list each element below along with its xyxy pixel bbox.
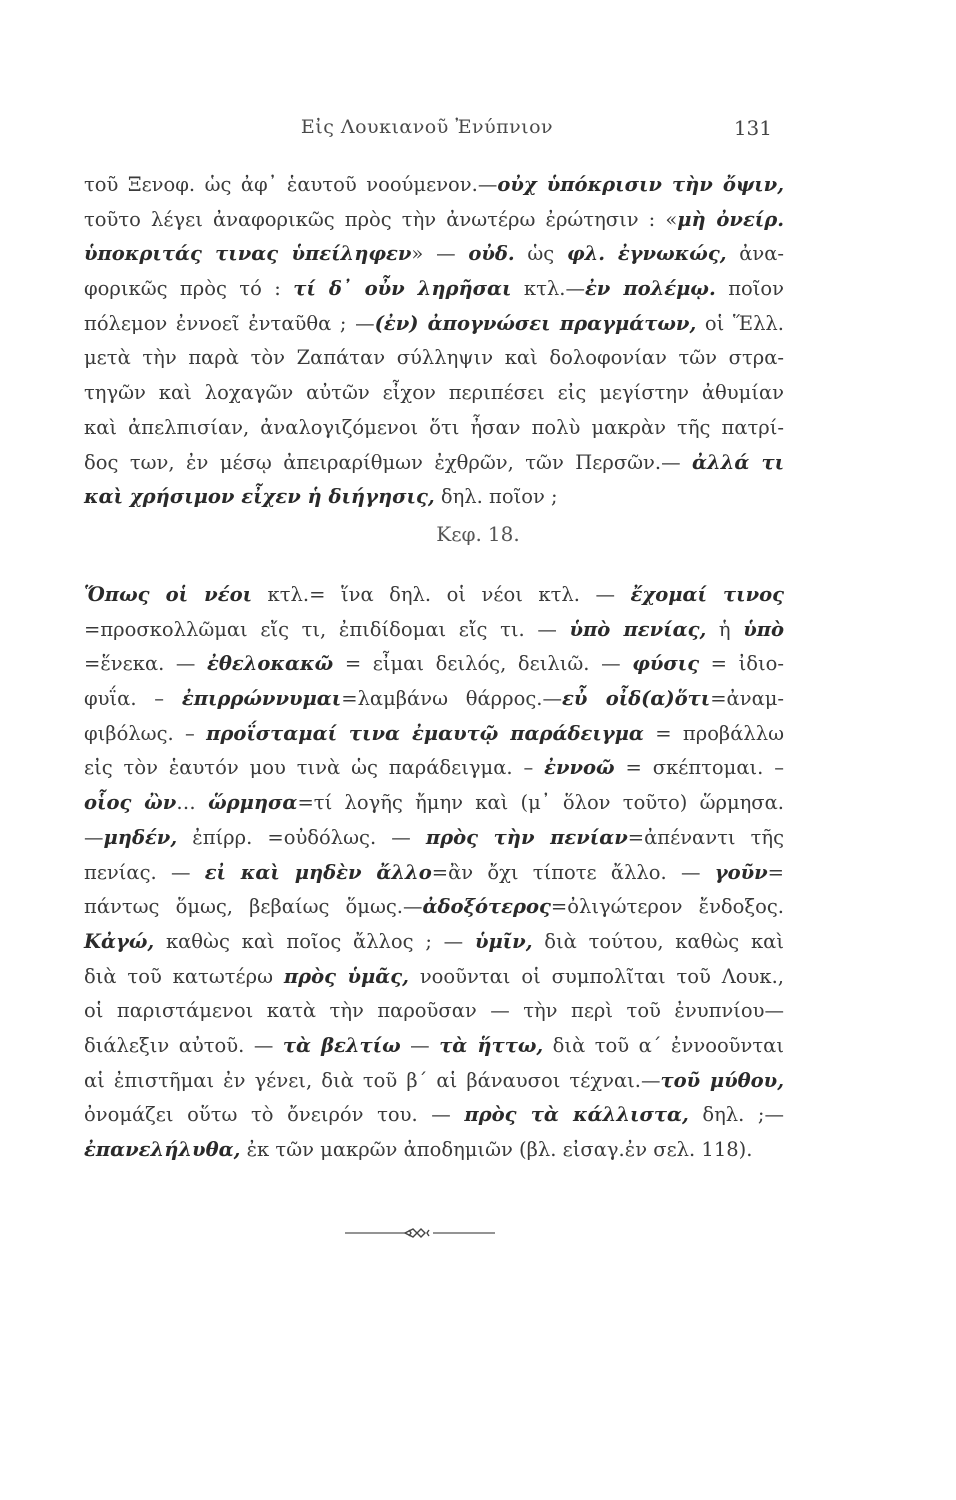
gloss-text: … xyxy=(176,791,209,815)
lemma-text: (ἐν) ἀπογνώσει πραγμάτων, xyxy=(374,311,697,335)
lemma-text: φύσις xyxy=(632,652,700,676)
gloss-text: κτλ.= ἵνα δηλ. οἱ νέοι κτλ. — xyxy=(252,583,631,606)
lemma-text: μὴ ὀνείρ. xyxy=(677,207,784,231)
text-line xyxy=(84,1098,784,1133)
gloss-text: ὀνομάζει οὕτω τὸ ὄνειρόν του. — xyxy=(84,1103,465,1127)
gloss-text: = ἰδιο- xyxy=(699,652,784,676)
gloss-text: = xyxy=(767,860,784,884)
gloss-text: αἱ ἐπιστῆμαι ἐν γένει, διὰ τοῦ β´ αἱ βάναυσοι τέχναι.— xyxy=(84,1068,661,1092)
lemma-text: πρὸς τὴν πενίαν xyxy=(425,825,628,849)
gloss-text: οἱ παριστάμενοι κατὰ τὴν παροῦσαν — τὴν περὶ τοῦ ἐνυπνίου— xyxy=(84,999,784,1023)
gloss-text: =τί λογῆς ἤμην καὶ (μ᾽ ὅλον τοῦτο) ὥρμησα. xyxy=(297,791,784,815)
text-line xyxy=(84,613,784,648)
text-line xyxy=(84,994,784,1029)
gloss-text: = εἶμαι δειλός, δειλιῶ. — xyxy=(333,652,633,676)
lemma-text: πρὸς ὑμᾶς, xyxy=(283,964,409,988)
gloss-text: νοοῦνται οἱ συμπολῖται τοῦ Λουκ., xyxy=(408,964,784,988)
text-line xyxy=(84,446,784,481)
lemma-text: ἐν πολέμῳ. xyxy=(584,277,716,301)
lemma-text: ἐπανελήλυθα, xyxy=(84,1138,241,1161)
lemma-text: ἀδοξότερος xyxy=(422,895,551,919)
ornament-divider xyxy=(345,1227,495,1239)
lemma-text: καὶ χρήσιμον εἶχεν ἡ διήγησις, xyxy=(84,485,435,509)
text-line xyxy=(84,1133,784,1168)
text-line xyxy=(84,1029,784,1064)
lemma-text: ἐννοῶ xyxy=(544,756,615,780)
text-line xyxy=(84,1064,784,1099)
lemma-text: ὑπὸ xyxy=(743,617,784,641)
gloss-text: πενίας. — xyxy=(84,860,205,884)
lemma-text: μηδέν, xyxy=(103,825,178,849)
lemma-text: τί δ᾽ οὖν ληρῆσαι xyxy=(293,277,512,301)
lemma-text: ἐπιρρώννυμαι xyxy=(181,687,342,711)
chapter-heading xyxy=(0,522,956,546)
lemma-text: γοῦν xyxy=(714,860,768,884)
text-line xyxy=(84,821,784,856)
gloss-text: = προβάλλω xyxy=(643,721,784,745)
gloss-text: =ἕνεκα. — xyxy=(84,652,208,676)
page-header xyxy=(82,116,772,146)
gloss-text: δος των, ἐν μέσῳ ἀπειραρίθμων ἐχθρῶν, τῶν Περσῶν.— xyxy=(84,450,693,474)
page-number: 131 xyxy=(733,116,772,140)
text-line xyxy=(84,578,784,613)
text-line xyxy=(84,272,784,307)
gloss-text: ἐκ τῶν μακρῶν ἀποδημιῶν (βλ. εἰσαγ.ἐν σελ. 118). xyxy=(240,1138,753,1161)
gloss-text: =ἀπέναντι τῆς xyxy=(627,825,784,849)
lemma-text: πρὸς τὰ κάλλιστα, xyxy=(464,1103,689,1127)
gloss-text: =λαμβάνω θάρρος.— xyxy=(341,687,562,711)
gloss-text: διὰ τούτου, καθὼς καὶ xyxy=(532,929,784,953)
running-title: Εἰς Λουκιανοῦ Ἐνύπνιον xyxy=(300,116,554,138)
gloss-text: =προσκολλῶμαι εἴς τι, ἐπιδίδομαι εἴς τι. — xyxy=(84,617,570,641)
gloss-text: =ἂν ὄχι τίποτε ἄλλο. — xyxy=(431,860,715,884)
gloss-text: δηλ. ;— xyxy=(688,1103,784,1127)
lemma-text: ὑπὸ πενίας, xyxy=(569,617,707,641)
lemma-text: ὑμῖν, xyxy=(474,929,533,953)
gloss-text: τηγῶν καὶ λοχαγῶν αὐτῶν εἶχον περιπέσει εἰς μεγίστην ἀθυμίαν xyxy=(84,381,784,405)
gloss-text xyxy=(605,242,618,265)
lemma-text: φλ. xyxy=(566,242,606,266)
gloss-text: ἀνα- xyxy=(726,242,784,266)
paragraph-commentary-2 xyxy=(84,578,784,1168)
gloss-text: καθὼς καὶ ποῖος ἄλλος ; — xyxy=(154,929,475,953)
text-line xyxy=(84,647,784,682)
lemma-text: προΐσταμαί τινα ἐμαυτῷ παράδειγμα xyxy=(206,721,644,745)
lemma-text: εὖ οἶδ(α)ὅτι xyxy=(561,687,711,711)
lemma-text: ἐθελοκακῶ xyxy=(207,652,334,676)
text-line xyxy=(84,237,784,272)
text-line xyxy=(84,341,784,376)
gloss-text: » — xyxy=(411,242,469,266)
text-line xyxy=(84,786,784,821)
gloss-text: πόλεμον ἐννοεῖ ἐνταῦθα ; — xyxy=(84,311,375,335)
gloss-text: ἐπίρρ. =οὐδόλως. — xyxy=(177,825,426,849)
lemma-text: οὐδ. xyxy=(468,242,515,266)
gloss-text: διὰ τοῦ α´ ἐννοοῦνται xyxy=(543,1033,784,1057)
lemma-text: οἷος ὢν xyxy=(84,791,177,815)
gloss-text: φιβόλως. – xyxy=(84,721,207,745)
gloss-text: ὡς xyxy=(514,242,567,266)
lemma-text: τοῦ μύθου, xyxy=(660,1068,784,1092)
gloss-text: μετὰ τὴν παρὰ τὸν Ζαπάταν σύλληψιν καὶ δολοφονίαν τῶν στρα- xyxy=(84,346,784,370)
gloss-text: κτλ.— xyxy=(511,277,585,301)
gloss-text: = σκέπτομαι. – xyxy=(614,756,784,780)
gloss-text: τοῦτο λέγει ἀναφορικῶς πρὸς τὴν ἀνωτέρω ἐρώτησιν : « xyxy=(84,207,678,231)
gloss-text: διάλεξιν αὐτοῦ. — xyxy=(84,1033,283,1057)
text-line xyxy=(84,890,784,925)
lemma-text: τὰ ἥττω, xyxy=(439,1033,544,1057)
gloss-text: φυΐα. – xyxy=(84,687,182,711)
text-line xyxy=(84,203,784,238)
text-line xyxy=(84,168,784,203)
chapter-label: Κεφ. xyxy=(436,522,482,546)
lemma-text: Κἀγώ, xyxy=(84,929,155,953)
lemma-text: οὐχ ὑπόκρισιν τὴν ὄψιν, xyxy=(497,173,784,196)
gloss-text: δηλ. ποῖον ; xyxy=(434,485,558,509)
gloss-text: =ἀναμ- xyxy=(710,687,784,711)
gloss-text: πάντως ὅμως, βεβαίως ὅμως.— xyxy=(84,895,423,919)
gloss-text: — xyxy=(84,825,104,849)
text-line xyxy=(84,856,784,891)
gloss-text: — xyxy=(400,1033,440,1057)
lemma-text: ἐγνωκώς, xyxy=(617,242,727,266)
gloss-text: τοῦ Ξενοφ. ὡς ἀφ᾽ ἑαυτοῦ νοούμενον.— xyxy=(84,173,498,196)
text-line xyxy=(84,411,784,446)
lemma-text: ὑποκριτάς τινας ὑπείληφεν xyxy=(84,242,412,266)
gloss-text: ἡ xyxy=(706,617,744,641)
chapter-number: 18. xyxy=(487,522,520,546)
gloss-text: καὶ ἀπελπισίαν, ἀναλογιζόμενοι ὅτι ἦσαν πολὺ μακρὰν τῆς πατρί- xyxy=(84,415,784,439)
text-line xyxy=(84,376,784,411)
lemma-text: Ὅπως οἱ νέοι xyxy=(84,583,253,606)
text-line xyxy=(84,480,784,515)
gloss-text: =ὀλιγώτερον ἔνδοξος. xyxy=(550,895,784,919)
gloss-text: διὰ τοῦ κατωτέρω xyxy=(84,964,284,988)
gloss-text: φορικῶς πρὸς τό : xyxy=(84,277,294,301)
lemma-text: ἔχομαί τινος xyxy=(630,583,784,606)
text-line xyxy=(84,960,784,995)
text-line xyxy=(84,751,784,786)
lemma-text: ὥρμησα xyxy=(208,791,298,815)
lemma-text: εἰ καὶ μηδὲν ἄλλο xyxy=(204,860,432,884)
gloss-text: ποῖον xyxy=(715,277,785,301)
paragraph-commentary-1 xyxy=(84,168,784,515)
gloss-text: εἰς τὸν ἑαυτόν μου τινὰ ὡς παράδειγμα. – xyxy=(84,756,545,780)
text-line xyxy=(84,307,784,342)
lemma-text: τὰ βελτίω xyxy=(282,1033,401,1057)
text-line xyxy=(84,682,784,717)
text-line xyxy=(84,925,784,960)
lemma-text: ἀλλά τι xyxy=(692,450,785,474)
gloss-text: οἱ Ἕλλ. xyxy=(696,311,784,335)
text-line xyxy=(84,717,784,752)
